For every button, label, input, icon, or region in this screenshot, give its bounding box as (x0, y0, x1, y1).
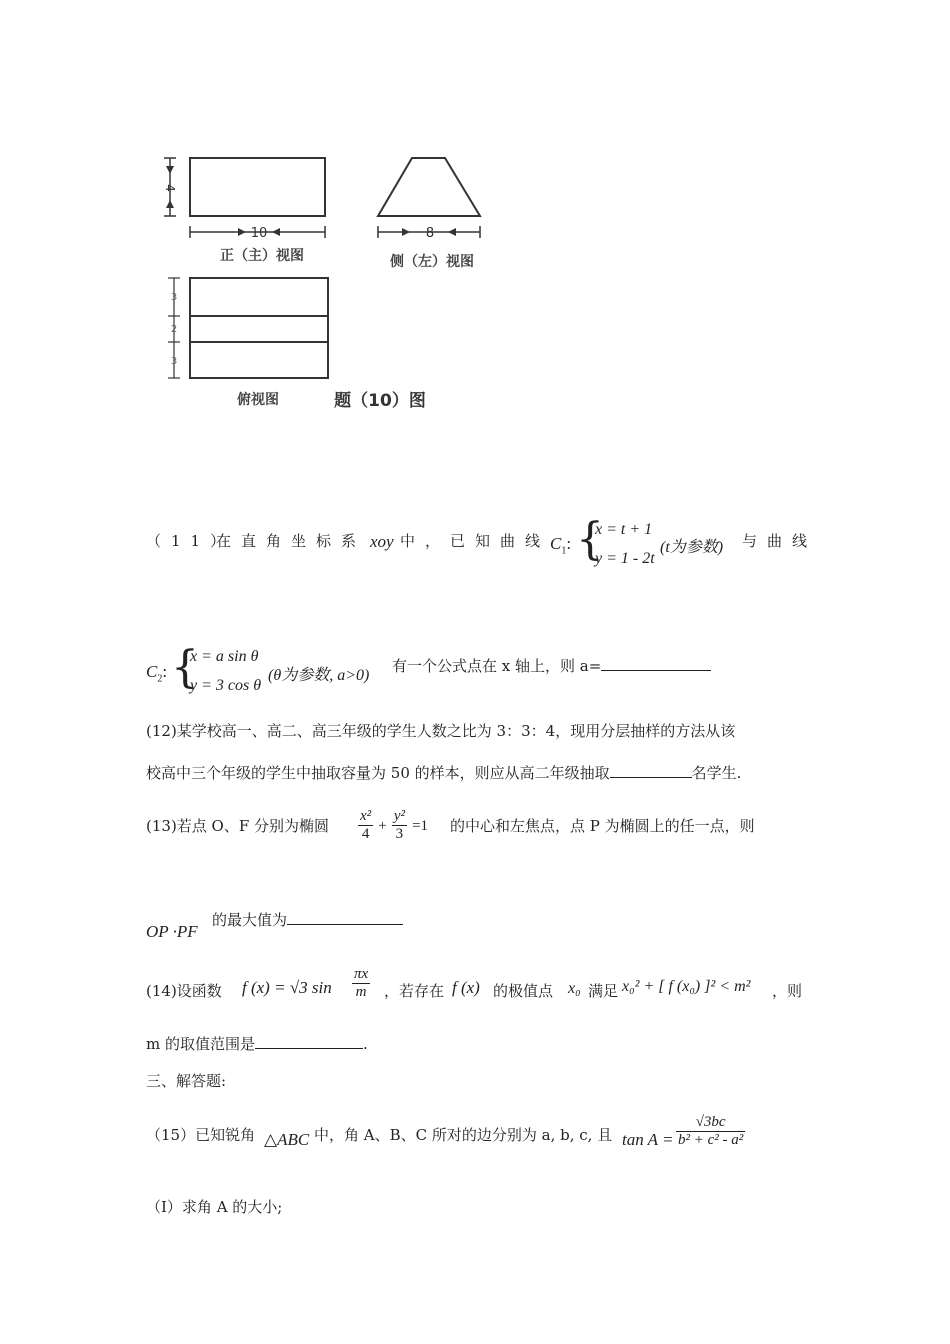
fraction: $\frac{\text{x²}}{4}$ (360, 808, 372, 842)
top-view-label: 俯视图 (237, 392, 279, 408)
answer-blank (287, 910, 403, 925)
q15-tan: tan A = (622, 1130, 674, 1149)
q13-part-2: 的中心和左焦点，点 P 为椭圆上的任一点，则 (450, 817, 755, 835)
q14-fraction (352, 966, 370, 1001)
c2-param: (θ为参数, a>0) (268, 667, 370, 684)
three-view-figure (150, 140, 530, 430)
q12-line-1: (12)某学校高一、高二、高三年级的学生人数之比为 3：3：4，现用分层抽样的方法从该 (146, 722, 736, 740)
c2-equation-2: y = 3 cos θ (190, 677, 262, 694)
q14-x0: x₀ (568, 980, 581, 997)
c1-param: (t为参数) (660, 539, 724, 556)
top-dim-label: 2 (170, 324, 178, 335)
top-view (168, 278, 426, 411)
fraction: $\frac{\text{y²}}{3}$ (393, 808, 405, 842)
front-view (163, 158, 325, 264)
q14-part-4: 满足 (588, 982, 619, 1000)
q12-line-2: 校高中三个年级的学生中抽取容量为 50 的样本，则应从高二年级抽取 名学生. (146, 764, 742, 782)
side-view-trapezoid (378, 158, 480, 216)
q11-xoy: xoy (370, 532, 394, 551)
q11-text-1: 在直角坐标系 (216, 532, 367, 550)
dim-arrow (272, 228, 280, 236)
c1-equation-2: y = 1 - 2t (595, 550, 655, 567)
top-view-rect (190, 278, 328, 378)
side-view-label: 侧（左）视图 (390, 254, 474, 270)
c2-label: $C_2$: (146, 662, 168, 685)
ellipse-equation: $\frac{\text{x²}}{4}$ + $\frac{\text{y²}}{3}$ =1 (360, 808, 429, 842)
q11-text-4: 有一个公式点在 x 轴上，则 a= (392, 655, 711, 676)
c1-brace: { (576, 514, 604, 565)
answer-blank (610, 763, 692, 778)
q15-triangle: △ABC (264, 1130, 310, 1149)
section-heading: 三、解答题: (146, 1072, 227, 1090)
dim-arrow (166, 200, 174, 208)
q15-part-1: （15）已知锐角 (146, 1126, 256, 1144)
front-width-label: 10 (250, 226, 268, 241)
top-dim-label: 3 (170, 356, 178, 367)
q11-number: （11） (146, 532, 236, 550)
front-view-label: 正（主）视图 (220, 248, 304, 264)
q14-condition: x₀² + [ f (x₀) ]² < m² (622, 978, 751, 995)
dim-arrow (166, 166, 174, 174)
fraction: $\frac{√3bc}{\text{b² + c² - a²}}$ (678, 1114, 744, 1148)
q14-part-3: 的极值点 (493, 982, 554, 1000)
dim-arrow (402, 228, 410, 236)
front-view-rect (190, 158, 325, 216)
q14-part-5: ，则 (772, 982, 803, 1000)
q14-line-2: m 的取值范围是 . (146, 1035, 368, 1053)
front-height-label: 4 (163, 184, 177, 192)
answer-blank (601, 656, 711, 671)
q13-part-3: 的最大值为 (212, 909, 403, 930)
q11-text-2: 中，已知曲线 (400, 532, 551, 550)
q11-text-3: 与曲线 (742, 532, 818, 550)
side-view (378, 158, 480, 270)
q15-fraction (676, 1114, 745, 1149)
dim-arrow (238, 228, 246, 236)
top-dim-label: 3 (170, 292, 178, 303)
q14-part-2: ，若存在 (384, 982, 445, 1000)
c2-brace: { (171, 642, 199, 693)
side-width-label: 8 (425, 226, 435, 241)
answer-blank (255, 1034, 363, 1049)
c1-label: $C_1$: (550, 534, 572, 557)
q13-part-1: (13)若点 O、F 分别为椭圆 (146, 817, 330, 835)
dim-arrow (448, 228, 456, 236)
q13-vector-expression: OP ·PF (146, 922, 198, 941)
fraction: $\frac{\pi x}{m}$ (354, 966, 369, 1000)
c1-equation-1: x = t + 1 (595, 521, 653, 538)
q15-subquestion-1: （I）求角 A 的大小; (146, 1198, 283, 1216)
q15-part-2: 中，角 A、B、C 所对的边分别为 a, b, c, 且 (314, 1126, 613, 1144)
q14-function: f (x) = √3 sin (242, 978, 332, 997)
q14-function-2: f (x) (452, 978, 480, 997)
figure-caption: 题（10）图 (334, 391, 426, 411)
q14-part-1: (14)设函数 (146, 982, 222, 1000)
c2-equation-1: x = a sin θ (190, 648, 259, 665)
